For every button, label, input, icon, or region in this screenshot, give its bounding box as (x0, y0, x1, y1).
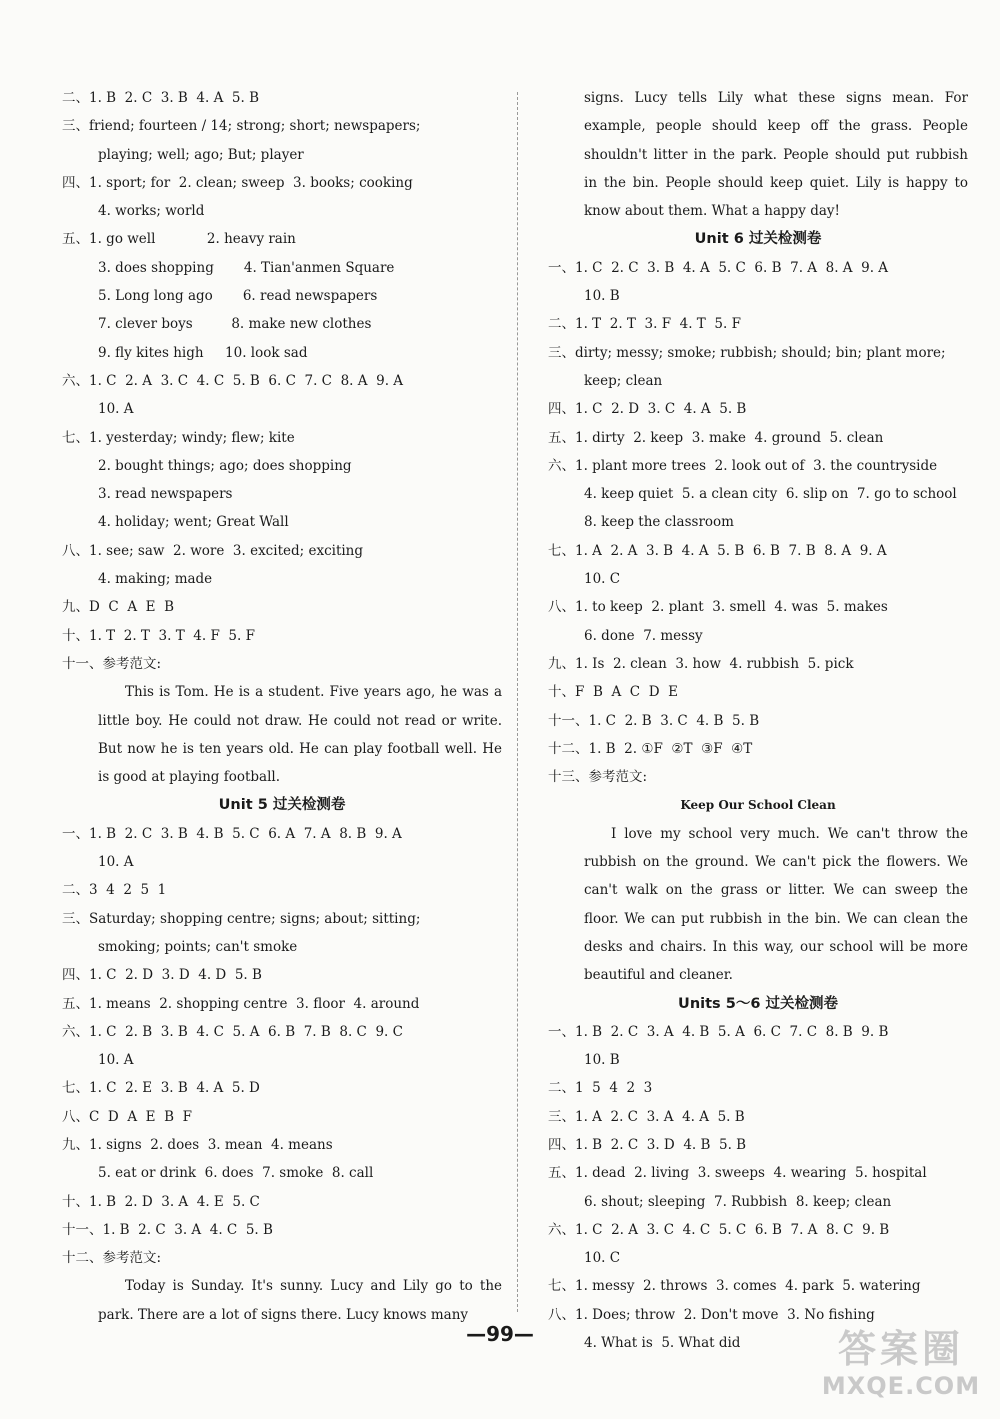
answer-line: 9. fly kites high 10. look sad (98, 344, 308, 361)
answer-line: 六、1. plant more trees 2. look out of 3. the countryside (548, 457, 938, 474)
answer-line: 7. clever boys 8. make new clothes (98, 316, 372, 333)
answer-line: 4. What is 5. What did (584, 1335, 741, 1352)
section-heading: Unit 6 过关检测卷 (694, 231, 822, 248)
answer-line: 二、1. T 2. T 3. F 4. T 5. F (548, 316, 741, 333)
watermark-logo (816, 1327, 986, 1407)
answer-line: 10. B (584, 288, 620, 305)
answer-line: 七、1. yesterday; windy; flew; kite (62, 429, 295, 446)
answer-line: 6. done 7. messy (584, 627, 703, 644)
answer-line: 十、1. B 2. D 3. A 4. E 5. C (62, 1193, 260, 1210)
answer-line: 三、dirty; messy; smoke; rubbish; should; bin; plant more; (548, 344, 946, 361)
answer-line: 十一、参考范文: (62, 655, 162, 672)
watermark-text: 答案圈 (837, 1327, 964, 1371)
answer-line: 八、1. Does; throw 2. Don't move 3. No fishing (548, 1306, 875, 1323)
essay-title: Keep Our School Clean (680, 798, 836, 813)
answer-line: 十、1. T 2. T 3. T 4. F 5. F (62, 627, 255, 644)
answer-line: 5. Long long ago 6. read newspapers (98, 288, 378, 305)
answer-line: 一、1. B 2. C 3. A 4. B 5. A 6. C 7. C 8. B 9. B (548, 1023, 889, 1040)
answer-line: 九、D C A E B (62, 599, 175, 616)
answer-line: smoking; points; can't smoke (98, 938, 298, 955)
answer-line: 七、1. A 2. A 3. B 4. A 5. B 6. B 7. B 8. A 9. A (548, 542, 887, 559)
answer-line: 10. C (584, 1250, 621, 1267)
answer-line: 七、1. messy 2. throws 3. comes 4. park 5. watering (548, 1278, 921, 1295)
answer-line: 九、1. signs 2. does 3. mean 4. means (62, 1136, 333, 1153)
answer-line: 六、1. C 2. B 3. B 4. C 5. A 6. B 7. B 8. C 9. C (62, 1023, 403, 1040)
answer-line: 一、1. B 2. C 3. B 4. B 5. C 6. A 7. A 8. B 9. A (62, 825, 402, 842)
sample-essay: I love my school very much. We can't throw the rubbish on the ground. We can't pick the flowers. We can't walk on the grass or litter. We can sweep the floor. We can put rubbish in the bin. We can clean the desks and chairs. In this way, our school will be more beautiful and cleaner. (584, 825, 968, 984)
answer-line: 4. making; made (98, 571, 213, 588)
answer-line: 四、1. C 2. D 3. D 4. D 5. B (62, 967, 262, 984)
answer-line: 三、1. A 2. C 3. A 4. A 5. B (548, 1108, 745, 1125)
page-number: —99— (466, 1322, 534, 1346)
answer-line: 八、C D A E B F (62, 1108, 192, 1125)
watermark-url: MXQE.COM (821, 1372, 981, 1400)
section-heading: Units 5～6 过关检测卷 (678, 995, 838, 1012)
answer-line: 10. B (584, 1052, 620, 1069)
answer-line: 4. holiday; went; Great Wall (98, 514, 289, 531)
answer-line: 六、1. C 2. A 3. C 4. C 5. B 6. C 7. C 8. A 9. A (62, 372, 404, 389)
answer-line: 十一、1. C 2. B 3. C 4. B 5. B (548, 712, 760, 729)
answer-line: 二、3 4 2 5 1 (62, 882, 167, 899)
sample-essay-continued: signs. Lucy tells Lily what these signs mean. For example, people should keep off the grass. People shouldn't litter in the park. People should put rubbish in the bin. People should keep quiet. Lily is happy to know about them. What a happy day! (584, 90, 968, 220)
answer-line: 五、1. dead 2. living 3. sweeps 4. wearing 5. hospital (548, 1165, 927, 1182)
answer-line: 三、friend; fourteen / 14; strong; short; newspapers; (62, 118, 421, 135)
answer-line: playing; well; ago; But; player (98, 146, 304, 163)
answer-line: 10. A (98, 1052, 134, 1069)
answer-line: 四、1. B 2. C 3. D 4. B 5. B (548, 1136, 747, 1153)
answer-line: 二、1. B 2. C 3. B 4. A 5. B (62, 90, 260, 106)
answer-line: 10. A (98, 854, 134, 871)
answer-line: 十一、1. B 2. C 3. A 4. C 5. B (62, 1221, 273, 1238)
answer-line: 八、1. see; saw 2. wore 3. excited; exciting (62, 542, 364, 559)
answer-line: 5. eat or drink 6. does 7. smoke 8. call (98, 1165, 374, 1182)
answer-line: 8. keep the classroom (584, 514, 734, 531)
answer-line: 六、1. C 2. A 3. C 4. C 5. C 6. B 7. A 8. C 9. B (548, 1221, 890, 1238)
answer-line: 6. shout; sleeping 7. Rubbish 8. keep; clean (584, 1193, 892, 1210)
left-column (62, 84, 502, 1329)
sample-essay: This is Tom. He is a student. Five years ago, he was a little boy. He could not draw. He could not read or write. But now he is ten years old. He can play football well. He is good at playing football. (98, 684, 502, 786)
answer-line: 十、F B A C D E (548, 684, 678, 701)
answer-line: 3. read newspapers (98, 486, 233, 503)
answer-line: keep; clean (584, 372, 663, 389)
answer-line: 八、1. to keep 2. plant 3. smell 4. was 5. makes (548, 599, 888, 616)
answer-line: 2. bought things; ago; does shopping (98, 457, 352, 474)
answer-line: 四、1. sport; for 2. clean; sweep 3. books; cooking (62, 174, 413, 191)
column-divider (517, 92, 518, 1312)
answer-line: 4. works; world (98, 203, 205, 220)
answer-line: 五、1. go well 2. heavy rain (62, 231, 296, 248)
answer-line: 4. keep quiet 5. a clean city 6. slip on 7. go to school (584, 486, 957, 503)
answer-line: 二、1 5 4 2 3 (548, 1080, 653, 1097)
answer-line: 五、1. dirty 2. keep 3. make 4. ground 5. clean (548, 429, 884, 446)
answer-line: 一、1. C 2. C 3. B 4. A 5. C 6. B 7. A 8. A 9. A (548, 259, 889, 276)
right-column (548, 84, 968, 1357)
sample-essay: Today is Sunday. It's sunny. Lucy and Lily go to the park. There are a lot of signs there. Lucy knows many (98, 1278, 502, 1323)
answer-line: 3. does shopping 4. Tian'anmen Square (98, 259, 395, 276)
answer-line: 三、Saturday; shopping centre; signs; about; sitting; (62, 910, 421, 927)
answer-line: 10. A (98, 401, 134, 418)
answer-line: 十二、参考范文: (62, 1250, 162, 1267)
answer-line: 四、1. C 2. D 3. C 4. A 5. B (548, 401, 747, 418)
answer-line: 九、1. Is 2. clean 3. how 4. rubbish 5. pick (548, 655, 854, 672)
answer-line: 五、1. means 2. shopping centre 3. floor 4. around (62, 995, 420, 1012)
section-heading: Unit 5 过关检测卷 (218, 797, 346, 814)
answer-line: 十二、1. B 2. ①F ②T ③F ④T (548, 740, 753, 757)
answer-line: 10. C (584, 571, 621, 588)
answer-line: 七、1. C 2. E 3. B 4. A 5. D (62, 1080, 260, 1097)
answer-line: 十三、参考范文: (548, 769, 648, 786)
